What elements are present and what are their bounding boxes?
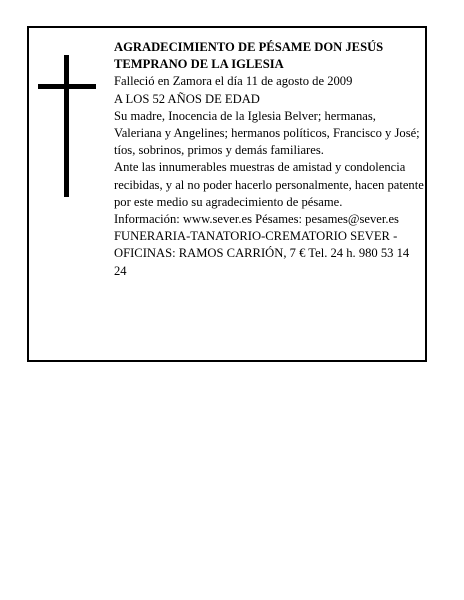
cross-icon (64, 55, 69, 197)
notice-funeral-home: FUNERARIA-TANATORIO-CREMATORIO SEVER - OFICINAS: RAMOS CARRIÓN, 7 € Tel. 24 h. 980 53 14 24 (114, 229, 410, 278)
notice-death-date: Falleció en Zamora el día 11 de agosto de 2009 (114, 74, 353, 89)
notice-title: AGRADECIMIENTO DE PÉSAME DON JESÚS TEMPRANO DE LA IGLESIA (114, 40, 384, 72)
notice-text-block (114, 39, 424, 280)
notice-thanks: Ante las innumerables muestras de amistad y condolencia recibidas, y al no poder hacerlo personalmente, hacen patente por este medio su agradecimiento de pésame. (114, 160, 424, 209)
notice-family: Su madre, Inocencia de la Iglesia Belver; hermanas, Valeriana y Angelines; hermanos políticos, Francisco y José; tíos, sobrinos, primos y demás familiares. (114, 108, 420, 158)
notice-age: A LOS 52 AÑOS DE EDAD (114, 91, 260, 106)
notice-info: Información: www.sever.es Pésames: pesames@sever.es (114, 212, 399, 227)
cross-icon-bar (38, 84, 96, 89)
